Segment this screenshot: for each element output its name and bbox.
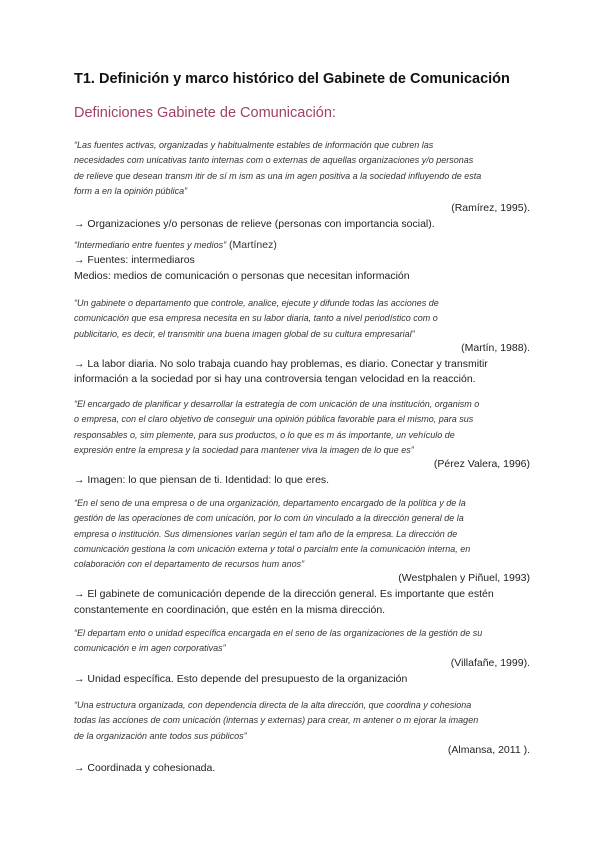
definition-note: → Unidad específica. Esto depende del presupuesto de la organización xyxy=(74,672,408,685)
definition-citation: (Martínez) xyxy=(226,239,277,251)
definition-citation: (Ramírez, 1995). xyxy=(451,202,530,215)
definition-entry xyxy=(74,698,530,776)
definition-citation: (Almansa, 2011 ). xyxy=(447,743,530,756)
definition-entry xyxy=(74,238,530,284)
definition-citation: (Westphalen y Piñuel, 1993) xyxy=(398,572,530,585)
definition-quote: “Intermediario entre fuentes y medios” (Martínez) xyxy=(74,239,277,251)
section-heading: Definiciones Gabinete de Comunicación: xyxy=(74,105,336,121)
definition-citation: (Pérez Valera, 1996) xyxy=(433,458,530,471)
definition-entry xyxy=(74,496,530,618)
definition-note: → Coordinada y cohesionada. xyxy=(74,761,216,774)
definition-entry xyxy=(74,138,530,233)
definition-note: → El gabinete de comunicación depende de la dirección general. Es importante que estén constantemente en coordinación, que estén en la misma dirección. xyxy=(74,588,494,616)
definition-entry xyxy=(74,397,530,489)
definition-quote: “Un gabinete o departamento que controle, analice, ejecute y difunde todas las acciones de comunicación que esa empresa necesita en su labor diaria, tanto a nivel periodístico com o publicitario, es decir, el transmitir una buena imagen global de su cultura empresarial” xyxy=(74,298,439,339)
definition-entry xyxy=(74,296,530,388)
definition-note: → Fuentes: intermediaros Medios: medios de comunicación o personas que necesitan información xyxy=(74,254,410,282)
definition-note: → Organizaciones y/o personas de relieve (personas con importancia social). xyxy=(74,218,435,231)
definition-entry xyxy=(74,626,530,687)
definition-quote: “Las fuentes activas, organizadas y habitualmente estables de información que cubren las necesidades com unicativas tanto internas com o externas de aquellas organizaciones y/o personas de relieve que desean transm itir de sí m ism as una im agen positiva a la sociedad influyendo de esta form a en la opinión pública” xyxy=(74,140,482,196)
definition-citation: (Villafañe, 1999). xyxy=(450,656,530,669)
page-title: T1. Definición y marco histórico del Gabinete de Comunicación xyxy=(74,71,510,87)
definition-note: → Imagen: lo que piensan de ti. Identidad: lo que eres. xyxy=(74,474,330,487)
definition-quote: “El encargado de planificar y desarrollar la estrategia de com unicación de una institución, organism o o empresa, con el claro objetivo de conseguir una opinión pública favorable para el mismo, para sus responsables o, sim plemente, para sus productos, o lo que es m ás importante, un vehículo de expresión entre la empresa y la sociedad para mantener viva la imagen de lo que es” xyxy=(74,399,480,455)
definition-quote: “El departam ento o unidad específica encargada en el seno de las organizaciones de la gestión de su comunicación e im agen corporativas” xyxy=(74,628,483,654)
definition-citation: (Martín, 1988). xyxy=(461,341,530,354)
definition-quote: “Una estructura organizada, con dependencia directa de la alta dirección, que coordina y cohesiona todas las acciones de com unicación (internas y externas) para crear, m antener o m ejorar la imagen de la organización ante todos sus públicos” xyxy=(74,700,479,741)
definition-note: → La labor diaria. No solo trabaja cuando hay problemas, es diario. Conectar y transmitir información a la sociedad por si hay una controversia tengan velocidad en la reacción. xyxy=(74,357,488,386)
definition-quote: “En el seno de una empresa o de una organización, departamento encargado de la política y de la gestión de las operaciones de com unicación, por lo com ún vinculado a la dirección general de la empresa o institución. Sus dimensiones varían según el tam año de la empresa. La dirección de comunicación gestiona la com unicación externa y total o parcialm ente la comunicación interna, en colaboración con el departamento de recursos hum anos” xyxy=(74,498,471,570)
